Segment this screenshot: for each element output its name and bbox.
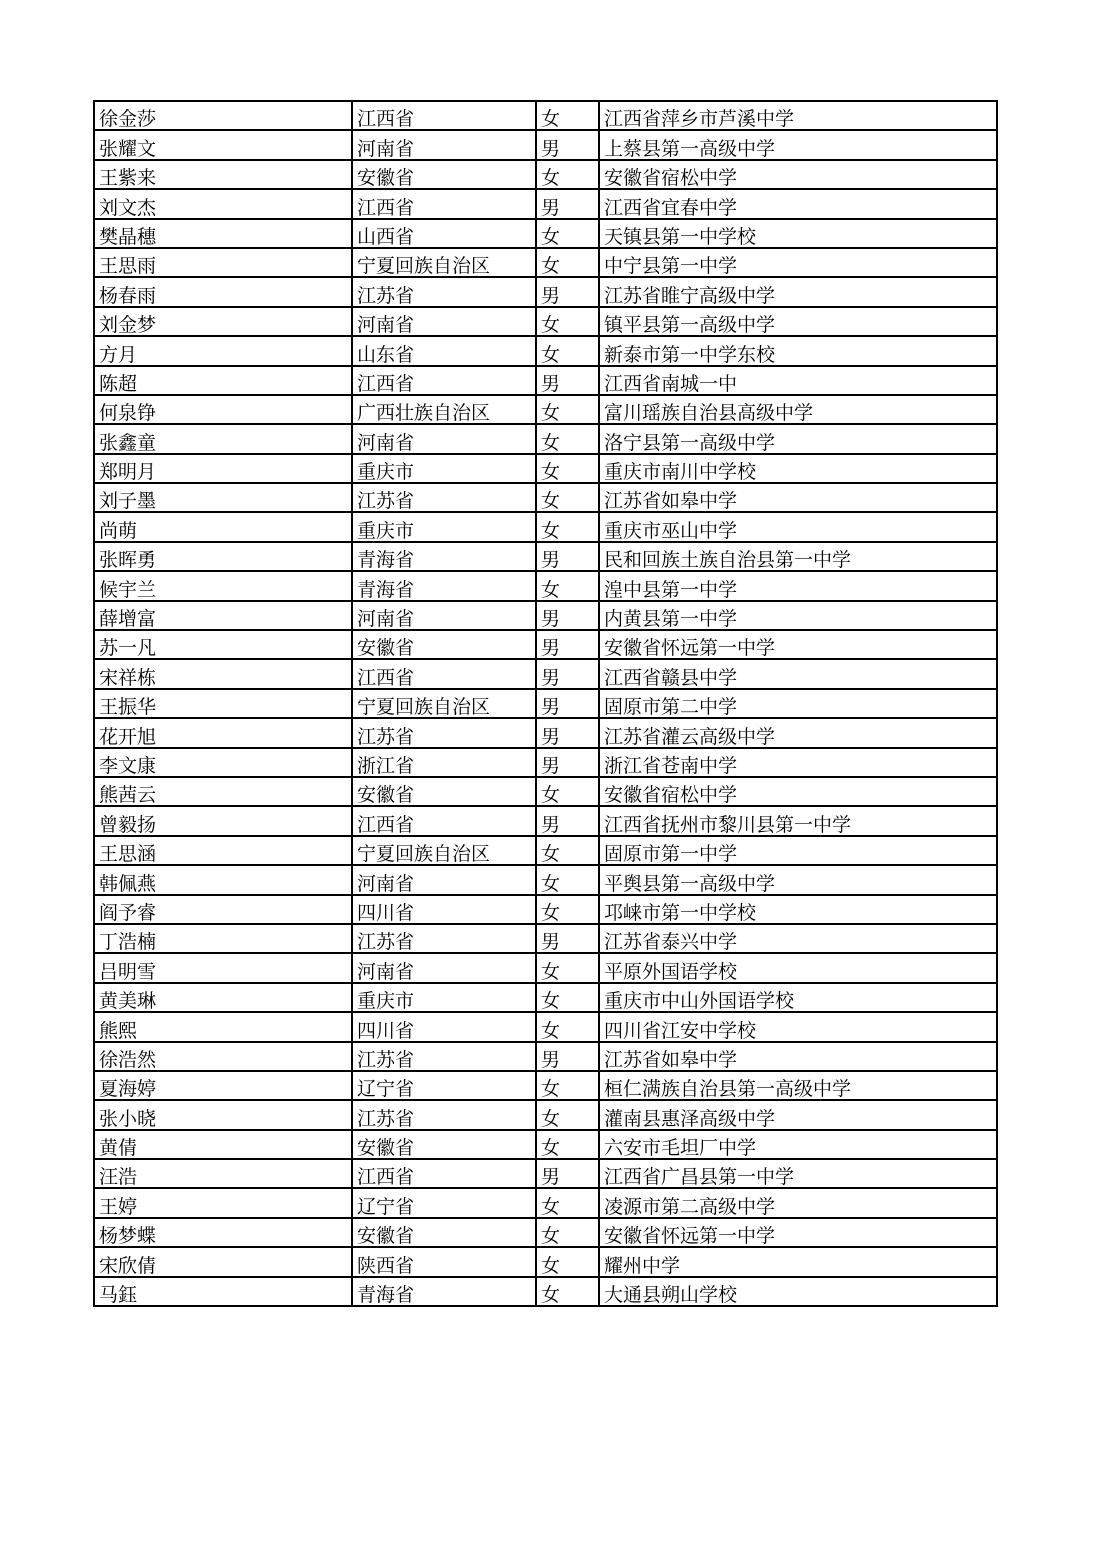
table-row (94, 983, 997, 1012)
province-cell: 山西省 (352, 219, 536, 248)
province-cell: 江西省 (352, 806, 536, 835)
table-row (94, 542, 997, 571)
table-row (94, 512, 997, 541)
student-name-cell: 薛增富 (94, 601, 352, 630)
school-cell: 洛宁县第一高级中学 (599, 424, 997, 453)
student-name-cell: 王婷 (94, 1188, 352, 1217)
table-row (94, 366, 997, 395)
table-row (94, 160, 997, 189)
school-cell: 富川瑶族自治县高级中学 (599, 395, 997, 424)
school-cell: 江西省南城一中 (599, 366, 997, 395)
province-cell: 青海省 (352, 1277, 536, 1306)
gender-cell: 男 (536, 748, 599, 777)
gender-cell: 女 (536, 1247, 599, 1276)
province-cell: 辽宁省 (352, 1188, 536, 1217)
table-row (94, 659, 997, 688)
province-cell: 青海省 (352, 571, 536, 600)
school-cell: 江苏省泰兴中学 (599, 924, 997, 953)
roster-table (93, 100, 998, 1307)
school-cell: 民和回族土族自治县第一中学 (599, 542, 997, 571)
gender-cell: 男 (536, 542, 599, 571)
student-name-cell: 王紫来 (94, 160, 352, 189)
table-row (94, 248, 997, 277)
table-row (94, 1218, 997, 1247)
student-name-cell: 陈超 (94, 366, 352, 395)
province-cell: 江苏省 (352, 483, 536, 512)
school-cell: 内黄县第一中学 (599, 601, 997, 630)
school-cell: 耀州中学 (599, 1247, 997, 1276)
student-name-cell: 花开旭 (94, 718, 352, 747)
province-cell: 重庆市 (352, 512, 536, 541)
gender-cell: 男 (536, 366, 599, 395)
student-name-cell: 方月 (94, 336, 352, 365)
table-row (94, 777, 997, 806)
student-name-cell: 宋欣倩 (94, 1247, 352, 1276)
gender-cell: 女 (536, 1130, 599, 1159)
school-cell: 江西省宜春中学 (599, 189, 997, 218)
table-row (94, 1188, 997, 1217)
table-row (94, 571, 997, 600)
student-name-cell: 徐金莎 (94, 101, 352, 130)
student-name-cell: 苏一凡 (94, 630, 352, 659)
student-name-cell: 刘子墨 (94, 483, 352, 512)
table-row (94, 630, 997, 659)
table-row (94, 1071, 997, 1100)
province-cell: 浙江省 (352, 748, 536, 777)
province-cell: 江苏省 (352, 924, 536, 953)
province-cell: 安徽省 (352, 1130, 536, 1159)
province-cell: 河南省 (352, 424, 536, 453)
school-cell: 上蔡县第一高级中学 (599, 130, 997, 159)
student-name-cell: 王思涵 (94, 836, 352, 865)
student-name-cell: 宋祥栋 (94, 659, 352, 688)
province-cell: 安徽省 (352, 630, 536, 659)
school-cell: 天镇县第一中学校 (599, 219, 997, 248)
gender-cell: 女 (536, 953, 599, 982)
table-row (94, 424, 997, 453)
student-name-cell: 张晖勇 (94, 542, 352, 571)
province-cell: 重庆市 (352, 983, 536, 1012)
table-row (94, 953, 997, 982)
province-cell: 江西省 (352, 659, 536, 688)
school-cell: 重庆市南川中学校 (599, 454, 997, 483)
school-cell: 安徽省宿松中学 (599, 777, 997, 806)
school-cell: 凌源市第二高级中学 (599, 1188, 997, 1217)
table-row (94, 101, 997, 130)
gender-cell: 女 (536, 248, 599, 277)
province-cell: 广西壮族自治区 (352, 395, 536, 424)
table-row (94, 806, 997, 835)
student-name-cell: 阎予睿 (94, 895, 352, 924)
student-name-cell: 黄美琳 (94, 983, 352, 1012)
gender-cell: 女 (536, 1071, 599, 1100)
school-cell: 四川省江安中学校 (599, 1012, 997, 1041)
student-name-cell: 熊茜云 (94, 777, 352, 806)
student-name-cell: 韩佩燕 (94, 865, 352, 894)
student-name-cell: 熊熙 (94, 1012, 352, 1041)
school-cell: 江西省萍乡市芦溪中学 (599, 101, 997, 130)
province-cell: 江西省 (352, 189, 536, 218)
province-cell: 宁夏回族自治区 (352, 689, 536, 718)
table-row (94, 277, 997, 306)
student-name-cell: 尚萌 (94, 512, 352, 541)
province-cell: 青海省 (352, 542, 536, 571)
gender-cell: 女 (536, 101, 599, 130)
table-row (94, 336, 997, 365)
student-name-cell: 刘文杰 (94, 189, 352, 218)
province-cell: 江苏省 (352, 1100, 536, 1129)
gender-cell: 男 (536, 689, 599, 718)
table-row (94, 1247, 997, 1276)
table-row (94, 307, 997, 336)
gender-cell: 女 (536, 483, 599, 512)
province-cell: 重庆市 (352, 454, 536, 483)
school-cell: 重庆市中山外国语学校 (599, 983, 997, 1012)
province-cell: 山东省 (352, 336, 536, 365)
school-cell: 固原市第二中学 (599, 689, 997, 718)
school-cell: 大通县朔山学校 (599, 1277, 997, 1306)
province-cell: 河南省 (352, 953, 536, 982)
province-cell: 河南省 (352, 130, 536, 159)
gender-cell: 女 (536, 1218, 599, 1247)
school-cell: 中宁县第一中学 (599, 248, 997, 277)
table-row (94, 718, 997, 747)
school-cell: 六安市毛坦厂中学 (599, 1130, 997, 1159)
table-row (94, 219, 997, 248)
student-name-cell: 何泉铮 (94, 395, 352, 424)
school-cell: 浙江省苍南中学 (599, 748, 997, 777)
province-cell: 河南省 (352, 865, 536, 894)
gender-cell: 男 (536, 630, 599, 659)
province-cell: 江苏省 (352, 718, 536, 747)
gender-cell: 女 (536, 1100, 599, 1129)
gender-cell: 男 (536, 189, 599, 218)
table-row (94, 1277, 997, 1306)
school-cell: 江西省赣县中学 (599, 659, 997, 688)
school-cell: 安徽省宿松中学 (599, 160, 997, 189)
gender-cell: 女 (536, 777, 599, 806)
gender-cell: 男 (536, 718, 599, 747)
gender-cell: 女 (536, 336, 599, 365)
gender-cell: 女 (536, 512, 599, 541)
school-cell: 江苏省灌云高级中学 (599, 718, 997, 747)
province-cell: 河南省 (352, 601, 536, 630)
gender-cell: 男 (536, 130, 599, 159)
province-cell: 江西省 (352, 101, 536, 130)
gender-cell: 男 (536, 806, 599, 835)
gender-cell: 男 (536, 659, 599, 688)
school-cell: 安徽省怀远第一中学 (599, 1218, 997, 1247)
province-cell: 江西省 (352, 1159, 536, 1188)
table-row (94, 836, 997, 865)
student-name-cell: 张耀文 (94, 130, 352, 159)
school-cell: 安徽省怀远第一中学 (599, 630, 997, 659)
table-row (94, 748, 997, 777)
school-cell: 江苏省睢宁高级中学 (599, 277, 997, 306)
table-row (94, 689, 997, 718)
student-name-cell: 黄倩 (94, 1130, 352, 1159)
school-cell: 江西省广昌县第一中学 (599, 1159, 997, 1188)
table-row (94, 1100, 997, 1129)
gender-cell: 女 (536, 1012, 599, 1041)
gender-cell: 女 (536, 865, 599, 894)
table-row (94, 189, 997, 218)
gender-cell: 男 (536, 1042, 599, 1071)
table-row (94, 395, 997, 424)
province-cell: 四川省 (352, 895, 536, 924)
gender-cell: 男 (536, 1159, 599, 1188)
student-name-cell: 张鑫童 (94, 424, 352, 453)
province-cell: 江苏省 (352, 1042, 536, 1071)
student-name-cell: 樊晶穗 (94, 219, 352, 248)
table-row (94, 130, 997, 159)
student-name-cell: 王振华 (94, 689, 352, 718)
school-cell: 湟中县第一中学 (599, 571, 997, 600)
school-cell: 邛崃市第一中学校 (599, 895, 997, 924)
gender-cell: 女 (536, 307, 599, 336)
gender-cell: 男 (536, 924, 599, 953)
school-cell: 江苏省如皋中学 (599, 483, 997, 512)
province-cell: 河南省 (352, 307, 536, 336)
school-cell: 固原市第一中学 (599, 836, 997, 865)
province-cell: 陕西省 (352, 1247, 536, 1276)
province-cell: 江西省 (352, 366, 536, 395)
province-cell: 四川省 (352, 1012, 536, 1041)
province-cell: 安徽省 (352, 1218, 536, 1247)
table-row (94, 924, 997, 953)
gender-cell: 女 (536, 219, 599, 248)
table-row (94, 454, 997, 483)
gender-cell: 女 (536, 895, 599, 924)
student-name-cell: 丁浩楠 (94, 924, 352, 953)
student-name-cell: 刘金梦 (94, 307, 352, 336)
student-name-cell: 汪浩 (94, 1159, 352, 1188)
gender-cell: 女 (536, 1188, 599, 1217)
gender-cell: 女 (536, 571, 599, 600)
province-cell: 宁夏回族自治区 (352, 248, 536, 277)
table-row (94, 1159, 997, 1188)
gender-cell: 女 (536, 395, 599, 424)
province-cell: 辽宁省 (352, 1071, 536, 1100)
school-cell: 灌南县惠泽高级中学 (599, 1100, 997, 1129)
gender-cell: 女 (536, 983, 599, 1012)
student-name-cell: 马鈺 (94, 1277, 352, 1306)
province-cell: 安徽省 (352, 777, 536, 806)
student-name-cell: 郑明月 (94, 454, 352, 483)
student-name-cell: 夏海婷 (94, 1071, 352, 1100)
province-cell: 安徽省 (352, 160, 536, 189)
school-cell: 桓仁满族自治县第一高级中学 (599, 1071, 997, 1100)
school-cell: 江苏省如皋中学 (599, 1042, 997, 1071)
student-name-cell: 杨春雨 (94, 277, 352, 306)
school-cell: 江西省抚州市黎川县第一中学 (599, 806, 997, 835)
gender-cell: 女 (536, 424, 599, 453)
school-cell: 平舆县第一高级中学 (599, 865, 997, 894)
gender-cell: 女 (536, 454, 599, 483)
table-row (94, 895, 997, 924)
student-name-cell: 吕明雪 (94, 953, 352, 982)
table-row (94, 1130, 997, 1159)
table-row (94, 1042, 997, 1071)
student-name-cell: 张小晓 (94, 1100, 352, 1129)
gender-cell: 男 (536, 601, 599, 630)
gender-cell: 女 (536, 160, 599, 189)
student-name-cell: 王思雨 (94, 248, 352, 277)
student-name-cell: 李文康 (94, 748, 352, 777)
student-name-cell: 曾毅扬 (94, 806, 352, 835)
gender-cell: 女 (536, 836, 599, 865)
school-cell: 平原外国语学校 (599, 953, 997, 982)
school-cell: 镇平县第一高级中学 (599, 307, 997, 336)
roster-body (94, 101, 997, 1306)
student-name-cell: 候宇兰 (94, 571, 352, 600)
student-name-cell: 杨梦蝶 (94, 1218, 352, 1247)
province-cell: 江苏省 (352, 277, 536, 306)
gender-cell: 女 (536, 1277, 599, 1306)
table-row (94, 483, 997, 512)
table-row (94, 601, 997, 630)
province-cell: 宁夏回族自治区 (352, 836, 536, 865)
table-row (94, 1012, 997, 1041)
student-name-cell: 徐浩然 (94, 1042, 352, 1071)
gender-cell: 男 (536, 277, 599, 306)
school-cell: 新泰市第一中学东校 (599, 336, 997, 365)
school-cell: 重庆市巫山中学 (599, 512, 997, 541)
table-row (94, 865, 997, 894)
